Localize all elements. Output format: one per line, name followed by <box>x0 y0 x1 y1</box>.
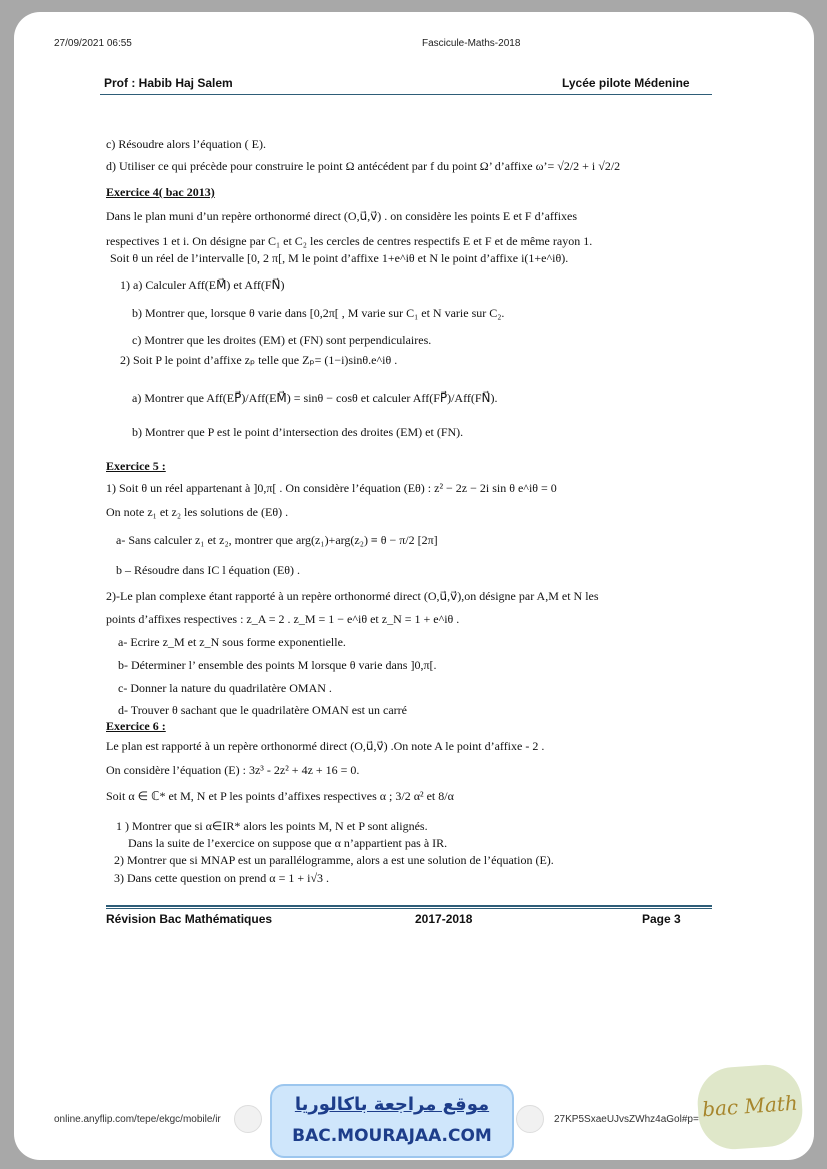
footer-rule-bottom <box>106 908 712 909</box>
exercise-line: c) Montrer que les droites (EM) et (FN) sont perpendiculaires. <box>132 333 432 347</box>
source-url-left[interactable]: online.anyflip.com/tepe/ekgc/mobile/ir <box>54 1114 221 1125</box>
exercise-line: c- Donner la nature du quadrilatère OMAN . <box>118 681 332 695</box>
site-logo-icon <box>234 1105 262 1133</box>
teacher-name: Prof : Habib Haj Salem <box>104 76 233 90</box>
exercise-line: d- Trouver θ sachant que le quadrilatère OMAN est un carré <box>118 703 407 717</box>
bac-math-watermark <box>695 1062 804 1151</box>
exercise-title: Exercice 6 : <box>106 719 166 733</box>
site-banner[interactable] <box>270 1084 514 1158</box>
watermark-text: bac Math <box>701 1090 799 1122</box>
exercise-line: 1) a) Calculer Aff(EM⃗) et Aff(FN⃗) <box>120 278 285 292</box>
exercise-title: Exercice 5 : <box>106 459 166 473</box>
document-title: Fascicule-Maths-2018 <box>422 38 521 49</box>
exercise-line: On considère l’équation (E) : 3z³ - 2z² + 4z + 16 = 0. <box>106 763 360 777</box>
exercise-line: points d’affixes respectives : z_A = 2 . z_M = 1 − e^iθ et z_N = 1 + e^iθ . <box>106 612 460 626</box>
exercise-line: d) Utiliser ce qui précède pour construire le point Ω antécédent par f du point Ω’ d’affixe ω’= √2/2 + i √2/2 <box>106 159 621 173</box>
source-url-right[interactable]: 27KP5SxaeUJvsZWhz4aGol#p= <box>554 1114 699 1125</box>
site-logo-icon <box>516 1105 544 1133</box>
exercise-line: b) Montrer que P est le point d’intersection des droites (EM) et (FN). <box>132 425 464 439</box>
exercise-line: 3) Dans cette question on prend α = 1 + i√3 . <box>114 871 330 885</box>
exercise-line: b) Montrer que, lorsque θ varie dans [0,2π[ , M varie sur C₁ et N varie sur C₂. <box>132 306 505 320</box>
exercise-line: 2)-Le plan complexe étant rapporté à un repère orthonormé direct (O,u⃗,v⃗),on désigne par A,M et N les <box>106 589 599 603</box>
print-datetime: 27/09/2021 06:55 <box>54 38 132 49</box>
document-page <box>14 12 814 1160</box>
footer-rule-top <box>106 905 712 907</box>
exercise-line: a) Montrer que Aff(EP⃗)/Aff(EM⃗) = sinθ − cosθ et calculer Aff(FP⃗)/Aff(FN⃗). <box>132 391 498 405</box>
exercise-line: On note z₁ et z₂ les solutions de (Eθ) . <box>106 505 289 519</box>
page-number: Page 3 <box>642 912 681 926</box>
exercise-line: respectives 1 et i. On désigne par C₁ et C₂ les cercles de centres respectifs E et F et de même rayon 1. <box>106 234 593 248</box>
exercise-line: 2) Soit P le point d’affixe zₚ telle que Zₚ= (1−i)sinθ.e^iθ . <box>120 353 398 367</box>
exercise-line: b – Résoudre dans IC l équation (Eθ) . <box>116 563 301 577</box>
exercise-line: a- Sans calculer z₁ et z₂, montrer que arg(z₁)+arg(z₂) ≡ θ − π/2 [2π] <box>116 533 438 547</box>
footer-year: 2017-2018 <box>415 912 473 926</box>
school-name: Lycée pilote Médenine <box>562 76 690 90</box>
exercise-line: Soit θ un réel de l’intervalle [0, 2 π[, M le point d’affixe 1+e^iθ et N le point d’affixe i(1+e^iθ). <box>110 251 569 265</box>
banner-site-url[interactable]: BAC.MOURAJAA.COM <box>292 1126 492 1146</box>
exercise-line: Dans la suite de l’exercice on suppose que α n’appartient pas à IR. <box>128 836 448 850</box>
exercise-line: a- Ecrire z_M et z_N sous forme exponentielle. <box>118 635 346 649</box>
banner-arabic-text: موقع مراجعة باكالوريا <box>294 1094 490 1115</box>
header-rule <box>100 94 712 95</box>
exercise-line: c) Résoudre alors l’équation ( E). <box>106 137 266 151</box>
exercise-line: b- Déterminer l’ ensemble des points M lorsque θ varie dans ]0,π[. <box>118 658 437 672</box>
exercise-line: 2) Montrer que si MNAP est un parallélogramme, alors a est une solution de l’équation (E). <box>114 853 554 867</box>
exercise-title: Exercice 4( bac 2013) <box>106 185 215 199</box>
footer-course: Révision Bac Mathématiques <box>106 912 273 926</box>
exercise-line: 1) Soit θ un réel appartenant à ]0,π[ . On considère l’équation (Eθ) : z² − 2z − 2i sin θ e^iθ = 0 <box>106 481 557 495</box>
exercise-line: 1 ) Montrer que si α∈IR* alors les points M, N et P sont alignés. <box>116 819 428 833</box>
exercise-line: Dans le plan muni d’un repère orthonormé direct (O,u⃗,v⃗) . on considère les points E et F d’affixes <box>106 209 578 223</box>
exercise-line: Soit α ∈ ℂ* et M, N et P les points d’affixes respectives α ; 3/2 α² et 8/α <box>106 789 454 803</box>
exercise-line: Le plan est rapporté à un repère orthonormé direct (O,u⃗,v⃗) .On note A le point d’affixe - 2 . <box>106 739 545 753</box>
